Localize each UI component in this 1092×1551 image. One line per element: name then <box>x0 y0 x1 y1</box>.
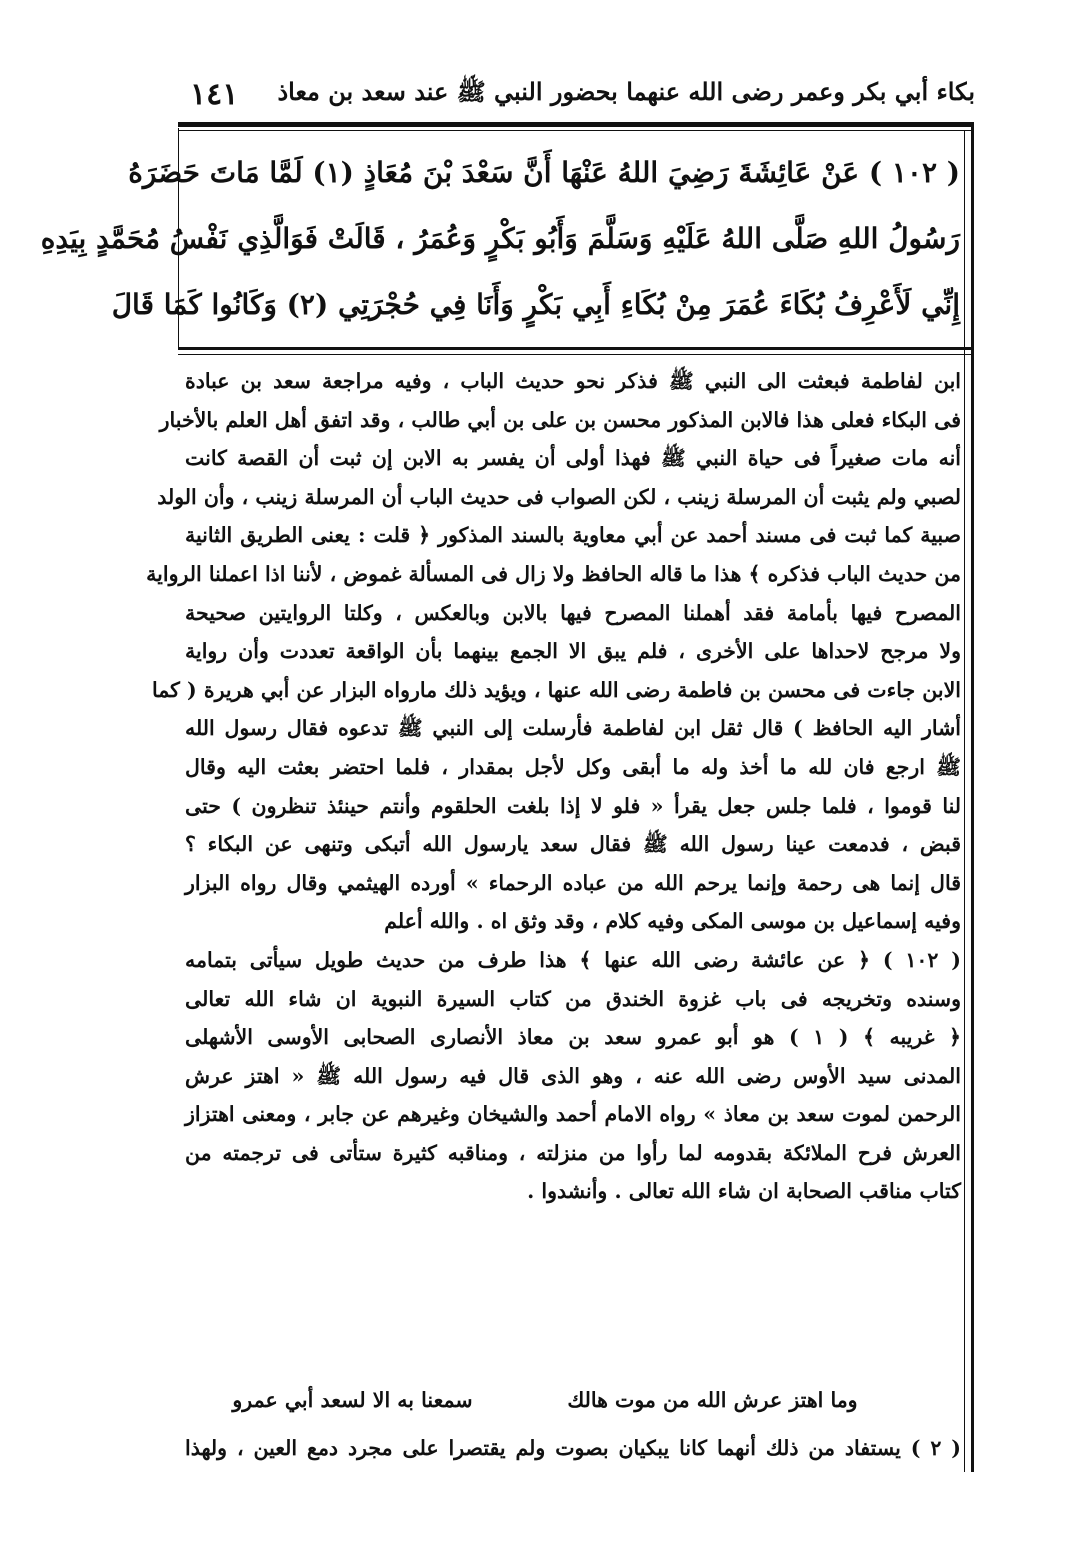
commentary-line: قبض ، فدمعت عينا رسول الله ﷺ فقال سعد يارسول الله أتبكى وتنهى عن البكاء ؟ <box>185 832 962 857</box>
commentary-line: ( ١٠٢ ) ﴿ عن عائشة رضى الله عنها ﴾ هذا طرف من حديث طويل سيأتى بتمامه <box>185 947 961 972</box>
commentary-line: لصبي ولم يثبت أن المرسلة زينب ، لكن الصواب فى حديث الباب أن المرسلة زينب ، وأن الولد <box>157 484 961 509</box>
hadith-line: إِنِّي لَأَعْرِفُ بُكَاءَ عُمَرَ مِنْ بُكَاءِ أَبِي بَكْرٍ وَأَنَا فِي حُجْرَتِي (٢) وَكَانُوا كَمَا قَالَ <box>111 288 960 321</box>
commentary-text <box>146 362 962 1211</box>
commentary-line: الابن جاءت فى محسن بن فاطمة رضى الله عنها ، ويؤيد ذلك مارواه البزار عن أبي هريرة ( كما <box>152 677 961 702</box>
hadith-text <box>40 140 960 345</box>
commentary-line: المصرح فيها بأمامة فقد أهملنا المصرح فيها بالابن وبالعكس ، وكلتا الروايتين صحيحة <box>185 600 961 625</box>
hadith-separator-thick <box>178 347 974 350</box>
commentary-line: ﴿ غريبه ﴾ ( ١ ) هو أبو عمرو سعد بن معاذ الأنصارى الصحابى الأوسى الأشهلى <box>185 1025 961 1050</box>
commentary-line: ولا مرجح لاحداها على الأخرى ، فلم يبق الا الجمع بينهما بأن الواقعة تعددت وأن رواية <box>185 639 961 664</box>
hadith-separator-thin <box>178 354 974 355</box>
poem-second-hemistich: سمعنا به الا لسعد أبي عمرو <box>232 1388 473 1412</box>
commentary-line: الرحمن لموت سعد بن معاذ » رواه الامام أحمد والشيخان وغيرهم عن جابر ، ومعنى اهتزاز <box>185 1102 961 1127</box>
commentary-line: أنه مات صغيراً فى حياة النبي ﷺ فهذا أولى أن يفسر به الابن إن ثبت أن القصة كانت <box>185 446 961 471</box>
commentary-line: كتاب مناقب الصحابة ان شاء الله تعالى . وأنشدوا . <box>527 1179 961 1204</box>
header-rule-thin <box>178 130 974 131</box>
footnote-2: ( ٢ ) يستفاد من ذلك أنهما كانا يبكيان بصوت ولم يقتصرا على مجرد دمع العين ، ولهذا <box>185 1436 962 1460</box>
commentary-line: لنا قوموا ، فلما جلس جعل يقرأ « فلو لا إذا بلغت الحلقوم وأنتم حينئذ تنظرون ) حتى <box>185 793 961 818</box>
frame-right-outer <box>971 122 974 1472</box>
poem-first-hemistich: وما اهتز عرش الله من موت هالك <box>567 1388 858 1412</box>
hadith-line: رَسُولُ اللهِ صَلَّى اللهُ عَلَيْهِ وَسَلَّمَ وَأَبُو بَكْرٍ وَعُمَرُ ، قَالَتْ فَوَالَّذِي نَفْسُ مُحَمَّدٍ بِيَدِهِ <box>40 222 960 255</box>
commentary-line: المدنى سيد الأوس رضى الله عنه ، وهو الذى قال فيه رسول الله ﷺ « اهتز عرش <box>185 1063 961 1088</box>
hadith-line: ( ١٠٢ ) عَنْ عَائِشَةَ رَضِيَ اللهُ عَنْهَا أَنَّ سَعْدَ بْنَ مُعَاذٍ (١) لَمَّا مَاتَ حَضَرَهُ <box>128 156 960 189</box>
poem-verse <box>185 1388 905 1412</box>
commentary-line: ﷺ ارجع فان لله ما أخذ وله ما أبقى وكل لأجل بمقدار ، فلما احتضر بعثت اليه وقال <box>185 754 961 779</box>
commentary-line: ابن لفاطمة فبعثت الى النبي ﷺ فذكر نحو حديث الباب ، وفيه مراجعة سعد بن عبادة <box>185 369 961 393</box>
commentary-line: صبية كما ثبت فى مسند أحمد عن أبي معاوية بالسند المذكور ﴿ قلت : يعنى الطريق الثانية <box>185 523 961 548</box>
commentary-line: من حديث الباب فذكره ﴾ هذا ما قاله الحافظ ولا زال فى المسألة غموض ، لأننا اذا اعملنا الرواية <box>146 561 961 586</box>
page-header <box>190 70 975 118</box>
commentary-line: وسنده وتخريجه فى باب غزوة الخندق من كتاب السيرة النبوية ان شاء الله تعالى <box>185 986 961 1011</box>
commentary-line: أشار اليه الحافظ ) قال ثقل ابن لفاطمة فأرسلت إلى النبي ﷺ تدعوه فقال رسول الله <box>185 716 961 741</box>
commentary-line: قال إنما هى رحمة وإنما يرحم الله من عباده الرحماء » أورده الهيثمي وقال رواه البزار <box>185 870 961 895</box>
commentary-line: العرش فرح الملائكة بقدومه لما رأوا من منزلته ، ومناقبه كثيرة ستأتى فى ترجمته من <box>185 1140 961 1165</box>
running-title: بكاء أبي بكر وعمر رضى الله عنهما بحضور النبي ﷺ عند سعد بن معاذ <box>277 76 975 106</box>
commentary-line: وفيه إسماعيل بن موسى المكى وفيه كلام ، وقد وثق اه . والله أعلم <box>384 909 961 934</box>
header-rule-thick <box>178 122 974 127</box>
commentary-line: فى البكاء فعلى هذا فالابن المذكور محسن بن على بن أبي طالب ، وقد اتفق أهل العلم بالأخبار <box>159 407 961 432</box>
page-number: ١٤١ <box>190 76 239 112</box>
frame-right-inner <box>964 130 965 1472</box>
